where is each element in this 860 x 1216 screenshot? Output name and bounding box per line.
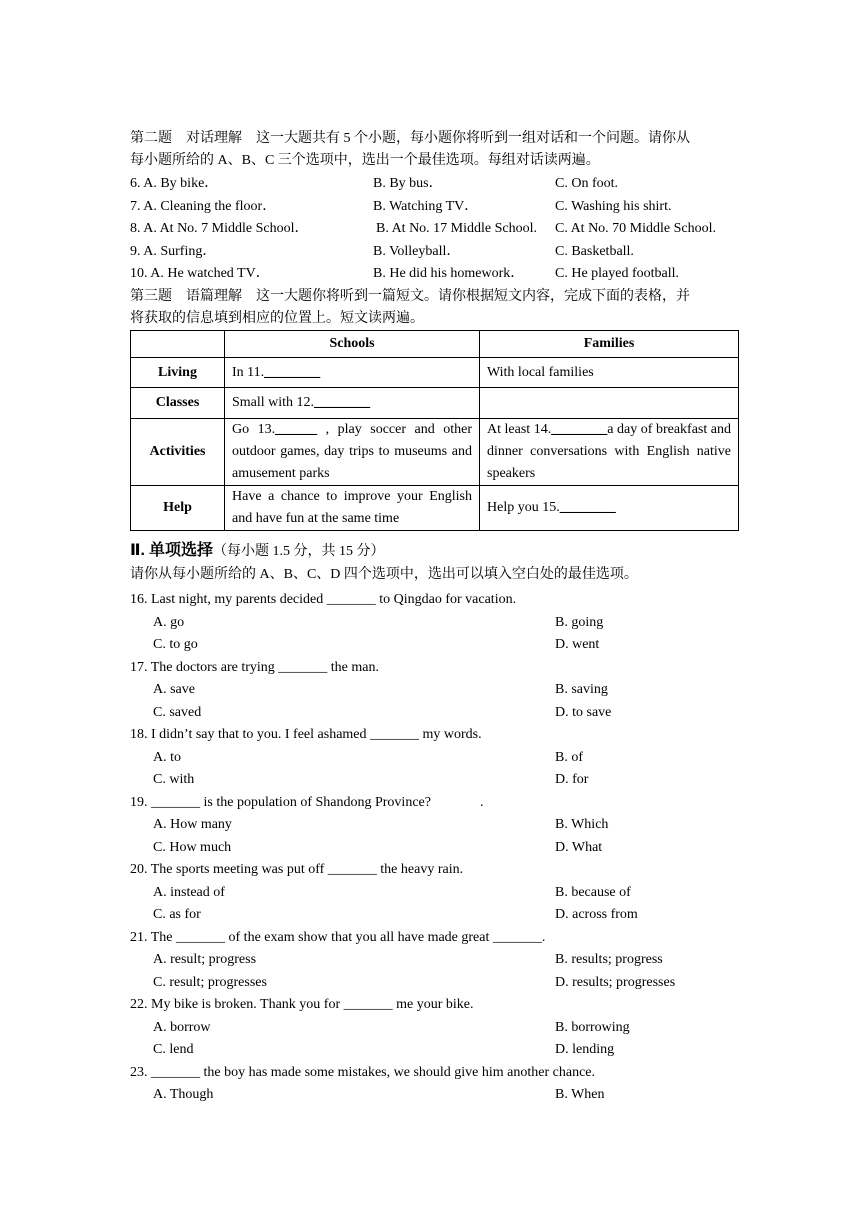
q20-option-c: C. as for	[153, 907, 201, 922]
question-21-stem: 21. The _______ of the exam show that you all have made great _______.	[130, 930, 546, 945]
item8-option-a: 8. A. At No. 7 Middle School．	[130, 221, 309, 236]
part2-roman-numeral: Ⅱ.	[130, 542, 145, 559]
item7-option-b: B. Watching TV．	[373, 199, 479, 214]
blank-12: ________	[314, 395, 371, 410]
table-header-row	[131, 331, 739, 358]
q23-option-b: B. When	[555, 1087, 605, 1102]
section2-intro-line1: 第二题 对话理解 这一大题共有 5 个小题，每小题你将听到一组对话和一个问题。请你从	[130, 131, 690, 146]
q22-option-d: D. lending	[555, 1042, 615, 1057]
header-families: Families	[480, 331, 739, 358]
section3-intro-line2: 将获取的信息填到相应的位置上。短文读两遍。	[130, 311, 424, 326]
q19-option-c: C. How much	[153, 840, 232, 855]
question-17-stem: 17. The doctors are trying _______ the man.	[130, 660, 379, 675]
part2-title: 单项选择	[144, 542, 213, 559]
question-16-stem: 16. Last night, my parents decided _______ to Qingdao for vacation.	[130, 592, 517, 607]
row-label-help: Help	[131, 486, 225, 531]
table-corner-cell	[131, 331, 225, 358]
living-families-cell: With local families	[480, 358, 739, 388]
item8-option-b: B. At No. 17 Middle School.	[376, 221, 538, 236]
table-row-help	[131, 486, 739, 531]
question-22-stem: 22. My bike is broken. Thank you for _______ me your bike.	[130, 997, 474, 1012]
table-row-living	[131, 358, 739, 388]
blank-14: ________	[551, 422, 608, 437]
blank-15: ________	[559, 500, 616, 515]
help-families-cell	[480, 486, 739, 531]
row-label-activities: Activities	[131, 419, 225, 486]
item7-option-c: C. Washing his shirt.	[555, 199, 672, 214]
q23-option-a: A. Though	[153, 1087, 214, 1102]
activities-families-cell	[480, 419, 739, 486]
q20-option-b: B. because of	[555, 885, 631, 900]
activities-schools-cell	[225, 419, 480, 486]
item9-option-a: 9. A. Surfing．	[130, 244, 217, 259]
classes-families-cell	[480, 388, 739, 419]
part2-heading	[130, 540, 385, 563]
q21-option-b: B. results; progress	[555, 952, 663, 967]
q19-option-b: B. Which	[555, 817, 609, 832]
q21-option-c: C. result; progresses	[153, 975, 267, 990]
blank-11: ________	[264, 364, 321, 380]
info-table	[130, 330, 739, 531]
q21-option-a: A. result; progress	[153, 952, 257, 967]
table-row-activities	[131, 419, 739, 486]
row-label-living: Living	[131, 358, 225, 388]
item7-option-a: 7. A. Cleaning the floor．	[130, 199, 277, 214]
question-20-stem: 20. The sports meeting was put off _______ the heavy rain.	[130, 862, 464, 877]
classes-schools-text: Small with 12.	[232, 395, 315, 410]
classes-schools-cell	[225, 388, 480, 419]
section3-intro-line1: 第三题 语篇理解 这一大题你将听到一篇短文。请你根据短文内容，完成下面的表格，并	[130, 289, 690, 304]
q19-option-d: D. What	[555, 840, 603, 855]
q18-option-d: D. for	[555, 772, 589, 787]
help-families-text: Help you 15.	[487, 500, 560, 515]
q18-option-a: A. to	[153, 750, 181, 765]
activities-families-text: At least 14.	[487, 422, 552, 437]
q17-option-c: C. saved	[153, 705, 202, 720]
part2-score-note: （每小题 1.5 分，共 15 分）	[213, 544, 385, 559]
item10-option-a: 10. A. He watched TV．	[130, 266, 270, 281]
activities-families-rest: a day of breakfast and dinner conversations with English native speakers	[487, 422, 731, 481]
living-schools-cell	[225, 358, 480, 388]
q22-option-a: A. borrow	[153, 1020, 211, 1035]
q17-option-b: B. saving	[555, 682, 608, 697]
q16-option-c: C. to go	[153, 637, 198, 652]
q20-option-d: D. across from	[555, 907, 638, 922]
q17-option-d: D. to save	[555, 705, 612, 720]
blank-13: ______	[275, 422, 318, 437]
header-schools: Schools	[225, 331, 480, 358]
part2-instruction: 请你从每小题所给的 A、B、C、D 四个选项中，选出可以填入空白处的最佳选项。	[130, 567, 638, 582]
q20-option-a: A. instead of	[153, 885, 225, 900]
question-23-stem: 23. _______ the boy has made some mistakes, we should give him another chance.	[130, 1065, 596, 1080]
q22-option-c: C. lend	[153, 1042, 194, 1057]
q22-option-b: B. borrowing	[555, 1020, 630, 1035]
q18-option-b: B. of	[555, 750, 583, 765]
question-19-stem: 19. _______ is the population of Shandong Province? .	[130, 795, 484, 810]
question-18-stem: 18. I didn’t say that to you. I feel ashamed _______ my words.	[130, 727, 482, 742]
item6-option-b: B. By bus．	[373, 176, 443, 191]
table-row-classes	[131, 388, 739, 419]
activities-schools-text: Go 13.	[232, 422, 276, 437]
item9-option-c: C. Basketball.	[555, 244, 634, 259]
item10-option-b: B. He did his homework．	[373, 266, 525, 281]
living-schools-text: In 11.	[232, 364, 265, 380]
item10-option-c: C. He played football.	[555, 266, 680, 281]
q17-option-a: A. save	[153, 682, 195, 697]
item6-option-a: 6. A. By bike．	[130, 176, 219, 191]
row-label-classes: Classes	[131, 388, 225, 419]
item6-option-c: C. On foot.	[555, 176, 618, 191]
q19-option-a: A. How many	[153, 817, 232, 832]
item9-option-b: B. Volleyball．	[373, 244, 461, 259]
q18-option-c: C. with	[153, 772, 195, 787]
activities-schools-rest: , play soccer and other outdoor games, day trips to museums and amusement parks	[232, 422, 472, 481]
section2-intro-line2: 每小题所给的 A、B、C 三个选项中，选出一个最佳选项。每组对话读两遍。	[130, 153, 600, 168]
q16-option-b: B. going	[555, 615, 604, 630]
q21-option-d: D. results; progresses	[555, 975, 676, 990]
q16-option-a: A. go	[153, 615, 185, 630]
q16-option-d: D. went	[555, 637, 600, 652]
help-schools-cell: Have a chance to improve your English and have fun at the same time	[225, 486, 480, 531]
item8-option-c: C. At No. 70 Middle School.	[555, 221, 717, 236]
